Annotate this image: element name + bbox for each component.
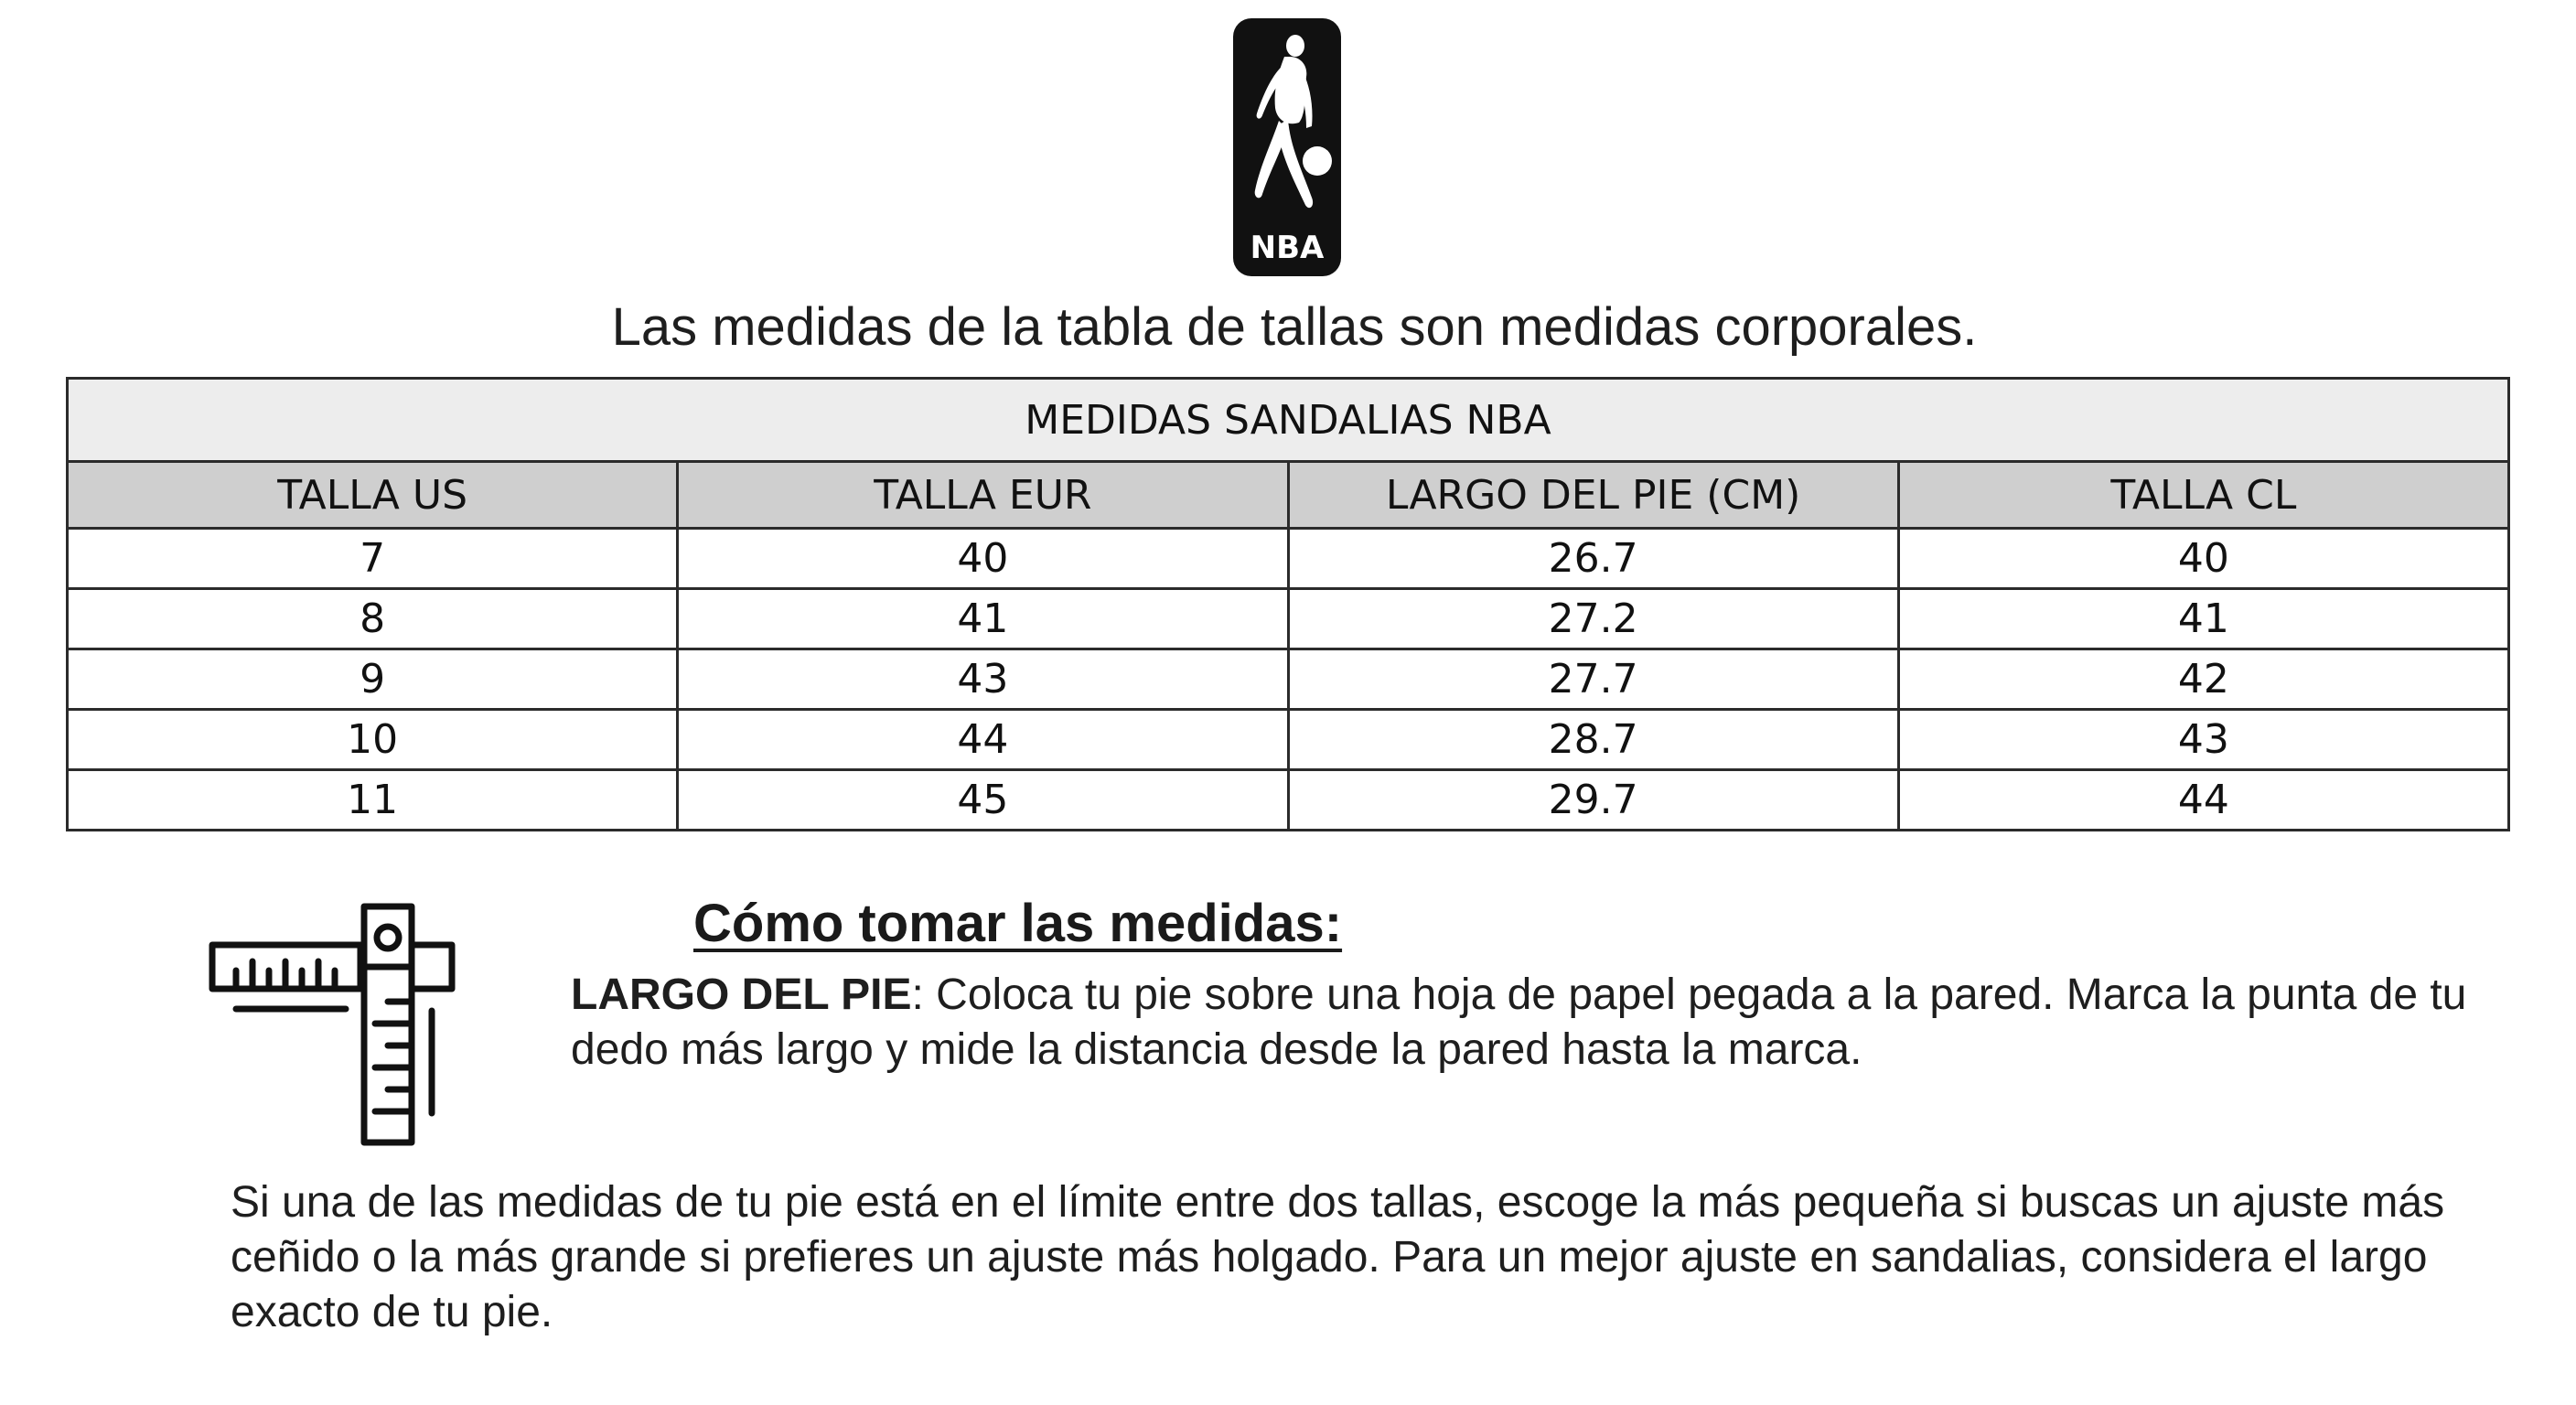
size-table: [66, 377, 2510, 831]
table-cell: 40: [678, 529, 1288, 589]
table-cell: 27.2: [1288, 589, 1898, 649]
table-cell: 45: [678, 770, 1288, 831]
nba-logo-text: NBA: [1250, 230, 1325, 266]
table-cell: 42: [1898, 649, 2508, 710]
fit-advice-text: Si una de las medidas de tu pie está en el límite entre dos tallas, escoge la más pequeña si buscas un ajuste más ceñido o la más grande si prefieres un ajuste más holgado. Para un mejor ajuste en sandalias, considera el largo exacto de tu pie.: [231, 1178, 2445, 1336]
table-cell: 40: [1898, 529, 2508, 589]
table-row: [68, 770, 2509, 831]
table-cell: 11: [68, 770, 678, 831]
table-cell: 9: [68, 649, 678, 710]
table-cell: 26.7: [1288, 529, 1898, 589]
ruler-icon: [209, 901, 457, 1148]
nba-logo-icon: [1233, 18, 1341, 276]
table-cell: 44: [1898, 770, 2508, 831]
column-header-talla-cl: TALLA CL: [1898, 462, 2508, 529]
table-cell: 41: [678, 589, 1288, 649]
table-cell: 8: [68, 589, 678, 649]
table-title-row: [68, 379, 2509, 462]
table-header-row: [68, 462, 2509, 529]
table-row: [68, 529, 2509, 589]
table-cell: 29.7: [1288, 770, 1898, 831]
table-row: [68, 589, 2509, 649]
table-cell: 44: [678, 710, 1288, 770]
howto-term: LARGO DEL PIE: [571, 971, 912, 1019]
table-row: [68, 710, 2509, 770]
table-cell: 43: [678, 649, 1288, 710]
howto-heading: Cómo tomar las medidas:: [693, 894, 1343, 953]
table-row: [68, 649, 2509, 710]
page-subtitle: Las medidas de la tabla de tallas son medidas corporales.: [611, 297, 1978, 357]
table-cell: 7: [68, 529, 678, 589]
table-cell: 28.7: [1288, 710, 1898, 770]
howto-description: [571, 968, 2510, 1078]
table-cell: 27.7: [1288, 649, 1898, 710]
table-cell: 43: [1898, 710, 2508, 770]
table-cell: 41: [1898, 589, 2508, 649]
table-cell: 10: [68, 710, 678, 770]
column-header-talla-us: TALLA US: [68, 462, 678, 529]
howto-text: : Coloca tu pie sobre una hoja de papel pegada a la pared. Marca la punta de tu dedo más largo y mide la distancia desde la pared hasta la marca.: [571, 971, 2467, 1074]
column-header-largo-pie: LARGO DEL PIE (CM): [1288, 462, 1898, 529]
column-header-talla-eur: TALLA EUR: [678, 462, 1288, 529]
table-title: MEDIDAS SANDALIAS NBA: [68, 379, 2509, 462]
